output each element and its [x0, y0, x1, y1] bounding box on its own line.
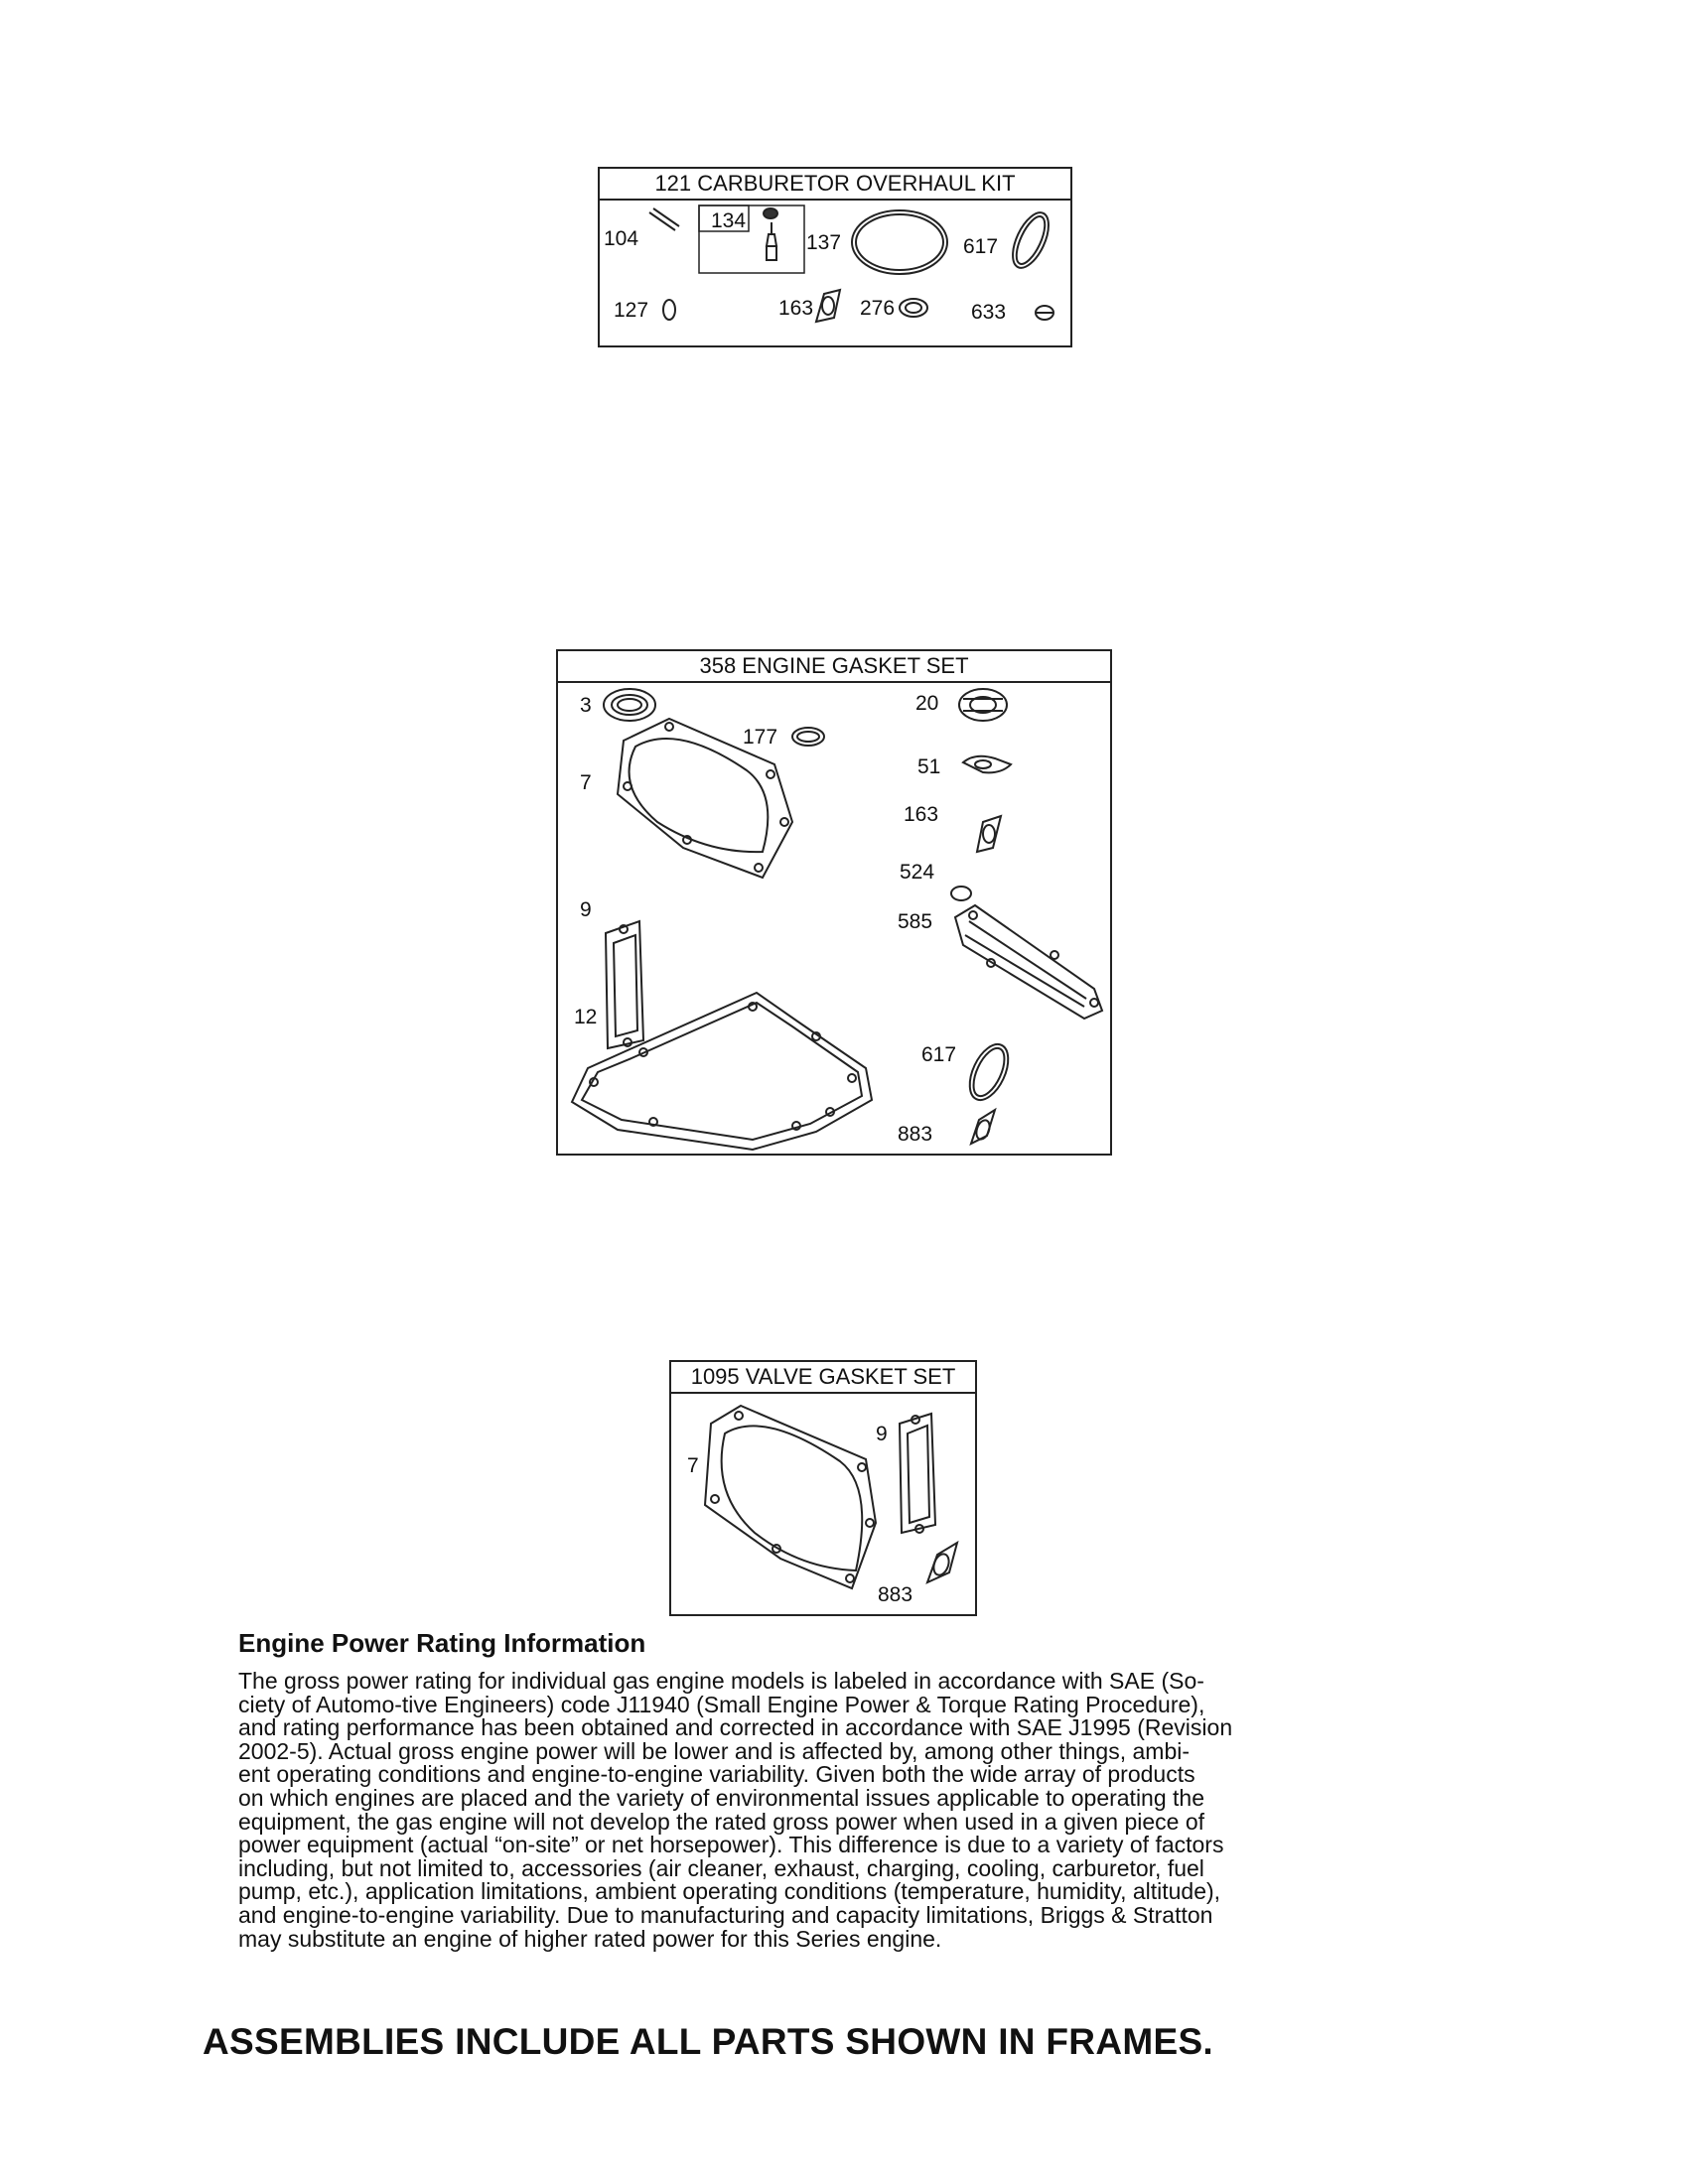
carb-label-104: 104: [604, 227, 639, 250]
engine-label-585: 585: [898, 910, 933, 933]
engine-label-20: 20: [915, 692, 939, 715]
power-rating-line: ent operating conditions and engine-to-engine variability. Given both the wide array of products: [238, 1761, 1195, 1788]
engine-label-177: 177: [743, 726, 778, 749]
oil-seal-3-icon: [604, 689, 655, 721]
seal-633-icon: [1036, 306, 1053, 320]
engine-gasket-set-title: 358 ENGINE GASKET SET: [558, 651, 1110, 683]
carb-label-276: 276: [860, 297, 896, 320]
gasket-163-icon: [816, 290, 840, 322]
engine-label-3: 3: [580, 694, 592, 717]
valve-label-7: 7: [687, 1454, 699, 1477]
engine-label-163: 163: [904, 803, 939, 826]
carb-label-134: 134: [711, 209, 747, 232]
carb-label-163: 163: [778, 297, 814, 320]
power-rating-line: may substitute an engine of higher rated power for this Series engine.: [238, 1925, 942, 1952]
gasket-20-icon: [959, 689, 1007, 721]
gasket-883-icon: [971, 1110, 995, 1144]
valve-gasket-parts-drawing: [671, 1394, 975, 1612]
valve-label-883: 883: [878, 1583, 913, 1606]
power-rating-line: pump, etc.), application limitations, ambient operating conditions (temperature, humidity, altitude),: [238, 1878, 1221, 1905]
engine-label-9: 9: [580, 898, 592, 921]
head-gasket-7-icon: [705, 1406, 876, 1588]
seal-177-icon: [792, 728, 824, 746]
oring-137-icon: [852, 210, 947, 274]
carb-label-633: 633: [971, 301, 1007, 324]
carburetor-kit-parts-drawing: [600, 201, 1070, 345]
power-rating-title: Engine Power Rating Information: [238, 1628, 646, 1658]
intake-gasket-585-icon: [955, 905, 1102, 1019]
ring-127-icon: [663, 300, 675, 320]
engine-label-7: 7: [580, 771, 592, 794]
base-gasket-12-icon: [572, 993, 872, 1150]
engine-label-51: 51: [917, 755, 941, 778]
power-rating-line: including, but not limited to, accessories (air cleaner, exhaust, charging, cooling, carburetor, fuel: [238, 1854, 1204, 1881]
valve-gasket-set-title: 1095 VALVE GASKET SET: [671, 1362, 975, 1394]
power-rating-body: [238, 1670, 1400, 1951]
pin-104-icon: [649, 208, 679, 230]
power-rating-line: equipment, the gas engine will not develop the rated gross power when used in a given piece of: [238, 1808, 1205, 1835]
power-rating-line: 2002-5). Actual gross engine power will be lower and is affected by, among other things, ambi-: [238, 1737, 1191, 1764]
oring-524-icon: [951, 887, 971, 900]
washer-276-icon: [900, 299, 927, 317]
carburetor-kit-title: 121 CARBURETOR OVERHAUL KIT: [600, 169, 1070, 201]
power-rating-line: on which engines are placed and the variety of environmental issues applicable to operating the: [238, 1784, 1205, 1811]
carb-label-137: 137: [806, 231, 842, 254]
carburetor-kit-frame: [598, 167, 1072, 347]
power-rating-line: and engine-to-engine variability. Due to manufacturing and capacity limitations, Briggs & Stratton: [238, 1901, 1213, 1928]
valve-label-9: 9: [876, 1423, 888, 1445]
oring-617-icon: [962, 1038, 1016, 1106]
carb-label-617: 617: [963, 235, 999, 258]
power-rating-line: power equipment (actual “on-site” or net horsepower). This difference is due to a variety of factors: [238, 1832, 1224, 1858]
power-rating-line: The gross power rating for individual gas engine models is labeled in accordance with SAE (So-: [238, 1668, 1204, 1694]
engine-label-617: 617: [921, 1043, 957, 1066]
power-rating-line: and rating performance has been obtained and corrected in accordance with SAE J1995 (Revision: [238, 1714, 1233, 1741]
engine-gasket-set-frame: [556, 649, 1112, 1156]
oring-617-icon: [1006, 207, 1056, 273]
gasket-9-icon: [900, 1414, 935, 1533]
power-rating-line: ciety of Automo-tive Engineers) code J11940 (Small Engine Power & Torque Rating Procedure),: [238, 1691, 1205, 1717]
assemblies-footer-note: ASSEMBLIES INCLUDE ALL PARTS SHOWN IN FRAMES.: [203, 2021, 1214, 2062]
valve-gasket-set-frame: [669, 1360, 977, 1616]
gasket-9-icon: [606, 921, 643, 1048]
engine-gasket-parts-drawing: [558, 683, 1110, 1152]
gasket-883-icon: [927, 1543, 957, 1582]
engine-label-12: 12: [574, 1006, 598, 1028]
gasket-51-icon: [963, 756, 1011, 773]
engine-label-524: 524: [900, 861, 935, 884]
engine-label-883: 883: [898, 1123, 933, 1146]
gasket-163-icon: [977, 816, 1001, 852]
carb-label-127: 127: [614, 299, 649, 322]
